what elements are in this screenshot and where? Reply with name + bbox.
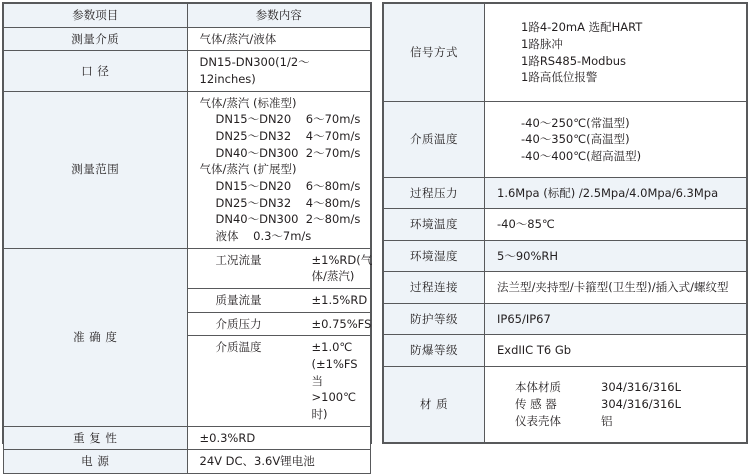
material-value-housing: 铝 bbox=[601, 413, 613, 428]
accuracy-value-medium-pressure: ±0.75%FS bbox=[311, 316, 372, 331]
range-line-7: DN25～DN32 4～80m/s bbox=[215, 195, 361, 210]
medium-temp-line-1: -40～250℃(常温型) bbox=[521, 115, 630, 130]
signal-line-4: 1路高低位报警 bbox=[521, 70, 598, 85]
range-line-3: DN25～DN32 4～70m/s bbox=[215, 129, 361, 144]
accuracy-value-medium-temp: ±1.0℃ (±1%FS当>100℃时) bbox=[311, 340, 358, 422]
value-caliber: DN15-DN300(1/2～12inches) bbox=[187, 51, 371, 91]
table-row-material bbox=[384, 366, 747, 442]
signal-line-1: 1路4-20mA 选配HART bbox=[521, 20, 643, 35]
label-measuring-medium: 测量介质 bbox=[4, 27, 188, 51]
material-key-body: 本体材质 bbox=[515, 380, 561, 395]
label-process-connection: 过程连接 bbox=[384, 272, 485, 304]
range-line-4: DN40～DN300 2～70m/s bbox=[215, 145, 361, 160]
value-measuring-medium: 气体/蒸汽/液体 bbox=[187, 27, 371, 51]
label-ambient-temperature: 环境温度 bbox=[384, 209, 485, 241]
material-row-body bbox=[515, 379, 740, 396]
medium-temp-line-3: -40～400℃(超高温型) bbox=[521, 148, 642, 163]
table-row-signal bbox=[384, 4, 747, 102]
accuracy-value-working-flow: ±1%RD(气体/蒸汽) bbox=[311, 252, 373, 284]
material-value-body: 304/316/316L bbox=[601, 380, 682, 395]
label-protection-class: 防护等级 bbox=[384, 303, 485, 335]
table-row-repeatability bbox=[4, 426, 371, 450]
table-row-power bbox=[4, 450, 371, 474]
value-power-supply: 24V DC、3.6V锂电池 bbox=[187, 450, 371, 474]
label-explosion-proof-class: 防爆等级 bbox=[384, 335, 485, 367]
value-process-connection: 法兰型/夹持型/卡箍型(卫生型)/插入式/螺纹型 bbox=[485, 272, 747, 304]
table-row-medium-temp bbox=[384, 102, 747, 178]
signal-line-3: 1路RS485-Modbus bbox=[521, 53, 627, 68]
range-line-6: DN15～DN20 6～80m/s bbox=[215, 179, 361, 194]
table-row-accuracy-1 bbox=[4, 248, 371, 288]
header-parameter-content: 参数内容 bbox=[187, 4, 371, 28]
right-table bbox=[383, 3, 747, 443]
material-row-housing bbox=[515, 413, 740, 430]
range-line-1: 气体/蒸汽 (标准型) bbox=[199, 95, 297, 110]
table-row-process-pressure bbox=[384, 177, 747, 209]
table-header-row bbox=[4, 4, 371, 28]
material-row-sensor bbox=[515, 396, 740, 413]
label-signal-type: 信号方式 bbox=[384, 4, 485, 102]
header-parameter-item: 参数项目 bbox=[4, 4, 188, 28]
value-ambient-temperature: -40～85℃ bbox=[485, 209, 747, 241]
table-row-ambient-temp bbox=[384, 209, 747, 241]
range-line-8: DN40～DN300 2～80m/s bbox=[215, 212, 361, 227]
value-measuring-range bbox=[187, 91, 371, 248]
accuracy-key-medium-pressure: 介质压力 bbox=[215, 316, 262, 331]
accuracy-key-working-flow: 工况流量 bbox=[215, 252, 262, 267]
value-accuracy-working-flow bbox=[187, 248, 371, 288]
value-accuracy-mass-flow bbox=[187, 289, 371, 313]
label-ambient-humidity: 环境湿度 bbox=[384, 240, 485, 272]
value-signal-type bbox=[485, 4, 747, 102]
value-protection-class: IP65/IP67 bbox=[485, 303, 747, 335]
table-row-explosion-class bbox=[384, 335, 747, 367]
label-power-supply: 电 源 bbox=[4, 450, 188, 474]
value-material bbox=[485, 366, 747, 442]
label-accuracy: 准 确 度 bbox=[4, 248, 188, 426]
table-row-protection-class bbox=[384, 303, 747, 335]
value-explosion-proof-class: ExdIIC T6 Gb bbox=[485, 335, 747, 367]
left-table bbox=[3, 3, 371, 474]
label-material: 材 质 bbox=[384, 366, 485, 442]
table-row-caliber bbox=[4, 51, 371, 91]
signal-line-2: 1路脉冲 bbox=[521, 36, 563, 51]
accuracy-value-mass-flow: ±1.5%RD bbox=[311, 293, 368, 308]
material-key-sensor: 传 感 器 bbox=[515, 397, 557, 412]
accuracy-key-medium-temp: 介质温度 bbox=[215, 340, 262, 355]
table-row-range bbox=[4, 91, 371, 248]
table-row-ambient-humidity bbox=[384, 240, 747, 272]
range-line-9: 液体 0.3～7m/s bbox=[215, 229, 312, 244]
material-key-housing: 仪表壳体 bbox=[515, 413, 561, 428]
table-row-medium bbox=[4, 27, 371, 51]
range-line-5: 气体/蒸汽 (扩展型) bbox=[199, 162, 297, 177]
label-repeatability: 重 复 性 bbox=[4, 426, 188, 450]
value-accuracy-medium-temp bbox=[187, 336, 371, 426]
value-accuracy-medium-pressure bbox=[187, 312, 371, 336]
table-row-process-connection bbox=[384, 272, 747, 304]
label-caliber: 口 径 bbox=[4, 51, 188, 91]
label-process-pressure: 过程压力 bbox=[384, 177, 485, 209]
label-medium-temperature: 介质温度 bbox=[384, 102, 485, 178]
material-value-sensor: 304/316/316L bbox=[601, 397, 682, 412]
medium-temp-line-2: -40～350℃(高温型) bbox=[521, 132, 630, 147]
right-spec-table bbox=[382, 2, 748, 444]
value-process-pressure: 1.6Mpa (标配) /2.5Mpa/4.0Mpa/6.3Mpa bbox=[485, 177, 747, 209]
accuracy-key-mass-flow: 质量流量 bbox=[215, 293, 262, 308]
value-medium-temperature bbox=[485, 102, 747, 178]
value-ambient-humidity: 5～90%RH bbox=[485, 240, 747, 272]
value-repeatability: ±0.3%RD bbox=[187, 426, 371, 450]
left-spec-table bbox=[2, 2, 373, 469]
range-line-2: DN15～DN20 6～70m/s bbox=[215, 112, 361, 127]
label-measuring-range: 测量范围 bbox=[4, 91, 188, 248]
